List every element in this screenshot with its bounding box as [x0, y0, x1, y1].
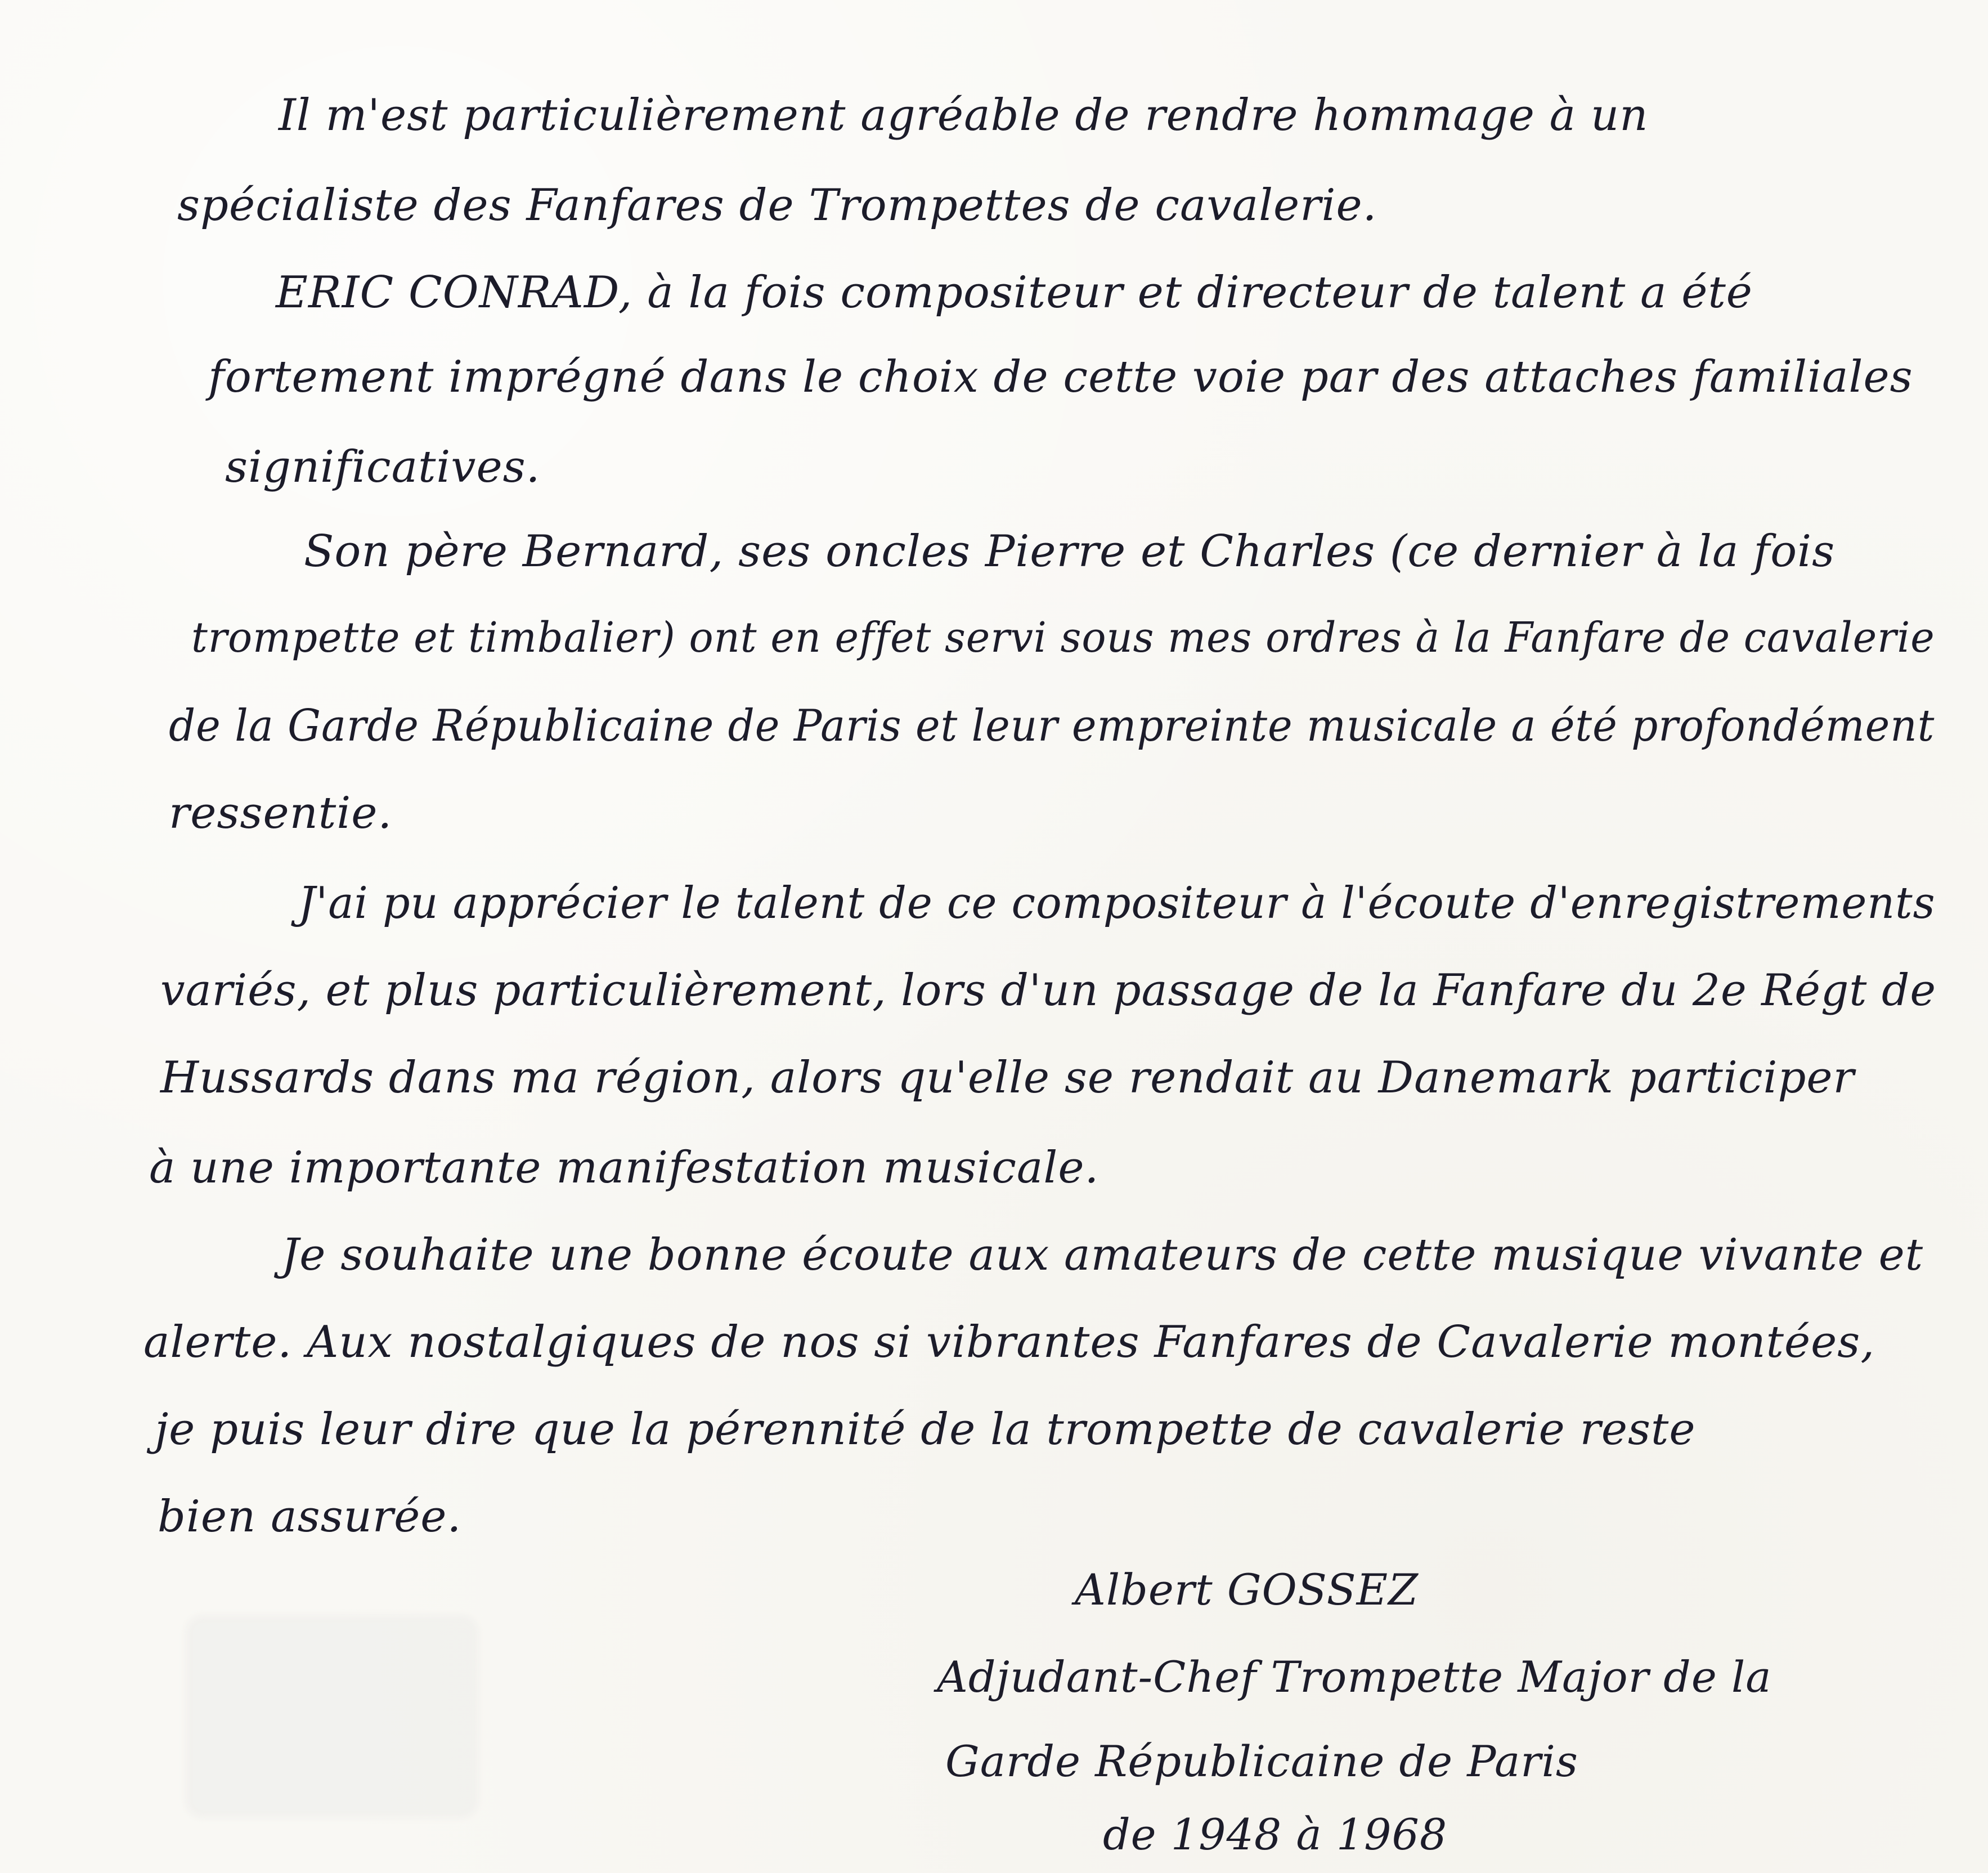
letter-line: à une importante manifestation musicale. [149, 1142, 1100, 1193]
signature-name: Albert GOSSEZ [1075, 1565, 1419, 1615]
letter-line: de la Garde Républicaine de Paris et leur empreinte musicale a été profondément [169, 701, 1935, 751]
letter-line: fortement imprégné dans le choix de cette voie par des attaches familiales [208, 352, 1913, 402]
letter-line: ressentie. [169, 788, 393, 839]
letter-line: ERIC CONRAD, à la fois compositeur et directeur de talent a été [276, 267, 1753, 318]
letter-line: bien assurée. [158, 1491, 462, 1542]
letter-line: Je souhaite une bonne écoute aux amateurs de cette musique vivante et [281, 1230, 1924, 1280]
letter-line: J'ai pu apprécier le talent de ce compositeur à l'écoute d'enregistrements [298, 878, 1936, 929]
letter-line: variés, et plus particulièrement, lors d'un passage de la Fanfare du 2e Régt de [160, 965, 1937, 1016]
signature-title: Garde Républicaine de Paris [945, 1736, 1578, 1786]
letter-line: Son père Bernard, ses oncles Pierre et Charles (ce dernier à la fois [304, 526, 1836, 577]
paper-smudge [186, 1615, 478, 1818]
signature-dates: de 1948 à 1968 [1103, 1809, 1448, 1859]
letter-line: Il m'est particulièrement agréable de rendre hommage à un [279, 90, 1649, 141]
letter-line: Hussards dans ma région, alors qu'elle se rendait au Danemark participer [160, 1052, 1855, 1103]
letter-line: significatives. [225, 442, 541, 492]
signature-title: Adjudant-Chef Trompette Major de la [937, 1652, 1772, 1702]
letter-line: spécialiste des Fanfares de Trompettes de cavalerie. [177, 180, 1377, 231]
letter-line: trompette et timbalier) ont en effet servi sous mes ordres à la Fanfare de cavalerie [191, 613, 1935, 662]
letter-line: je puis leur dire que la pérennité de la trompette de cavalerie reste [155, 1404, 1696, 1455]
letter-line: alerte. Aux nostalgiques de nos si vibrantes Fanfares de Cavalerie montées, [143, 1317, 1875, 1368]
